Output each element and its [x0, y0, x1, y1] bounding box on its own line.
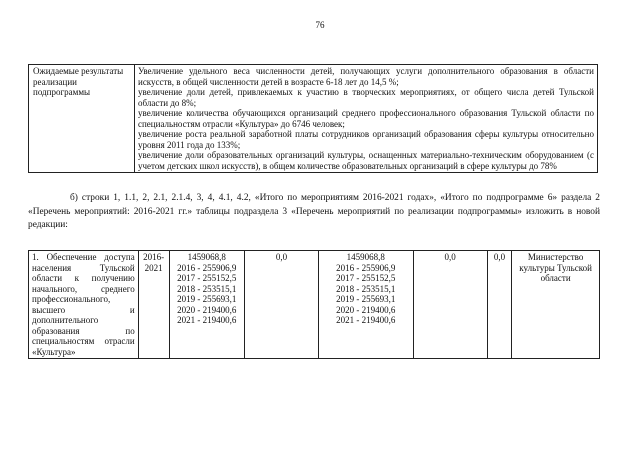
measures-table [28, 250, 600, 359]
period-cell: 2016-2021 [138, 251, 169, 359]
regional-value: 2021 - 219400,6 [336, 315, 396, 325]
result-line: Увеличение удельного веса численности детей, получающих услуги дополнительного образования в области искусств, в общей численности детей в возрасте 6-18 лет до 14,5 %; [138, 66, 594, 87]
regional-value: 2020 - 219400,6 [336, 304, 396, 315]
amendment-paragraph: б) строки 1, 1.1, 2, 2.1, 2.1.4, 3, 4, 4.1, 4.2, «Итого по мероприятиям 2016-2021 годах», «Итого по подпрограмме 6» раздела 2 «Перечень мероприятий: 2016-2021 гг.» таблицы подраздела 3 «Перечень мероприятий по реализации подпрограммы» изложить в новой редакции: [28, 193, 600, 230]
total-value: 2019 - 255693,1 [177, 294, 237, 304]
regional-value: 2019 - 255693,1 [336, 294, 396, 304]
total-value: 2016 - 255906,9 [177, 262, 237, 273]
result-line: увеличение количества обучающихся организаций среднего профессионального образования Тульской области по специальностям отрасли «Культура» до 6746 человек; [138, 108, 594, 129]
expected-results-content [135, 65, 598, 173]
total-value: 2020 - 219400,6 [177, 304, 237, 315]
regional-value: 2018 - 253515,1 [336, 283, 396, 294]
expected-results-label: Ожидаемые результаты реализации подпрограммы [29, 65, 135, 173]
total-value: 1459068,8 [187, 252, 226, 262]
other-sources-cell: 0,0 [487, 251, 512, 359]
regional-value: 2017 - 255152,5 [336, 273, 396, 283]
table-row [29, 65, 598, 173]
regional-budget-cell [319, 251, 413, 359]
total-value: 2021 - 219400,6 [177, 315, 237, 325]
federal-budget-cell: 0,0 [244, 251, 318, 359]
expected-results-table [28, 64, 598, 173]
local-budget-cell: 0,0 [413, 251, 487, 359]
total-funding-cell [169, 251, 244, 359]
result-line: увеличение доли детей, привлекаемых к участию в творческих мероприятиях, от общего числа детей Тульской области до 8%; [138, 87, 594, 108]
result-line: увеличение доли образовательных организаций культуры, оснащенных материально-техническим оборудованием (с учетом детских школ искусств), в общем количестве образовательных организаций в сфере культуры до 78% [138, 150, 594, 171]
regional-value: 2016 - 255906,9 [336, 262, 396, 273]
result-line: увеличение роста реальной заработной платы сотрудников организаций образования сферы культуры относительно уровня 2011 года до 133%; [138, 129, 594, 150]
page-number: 76 [315, 20, 325, 30]
total-value: 2018 - 253515,1 [177, 283, 237, 294]
regional-value: 1459068,8 [346, 252, 385, 262]
total-value: 2017 - 255152,5 [177, 273, 237, 283]
executor-cell: Министерство культуры Тульской области [512, 251, 600, 359]
measure-name-cell: 1. Обеспечение доступа населения Тульской области к получению начального, среднего профессионального, высшего и дополнительного образования по специальностям отрасли «Культура» [29, 251, 139, 359]
table-row [29, 251, 600, 359]
